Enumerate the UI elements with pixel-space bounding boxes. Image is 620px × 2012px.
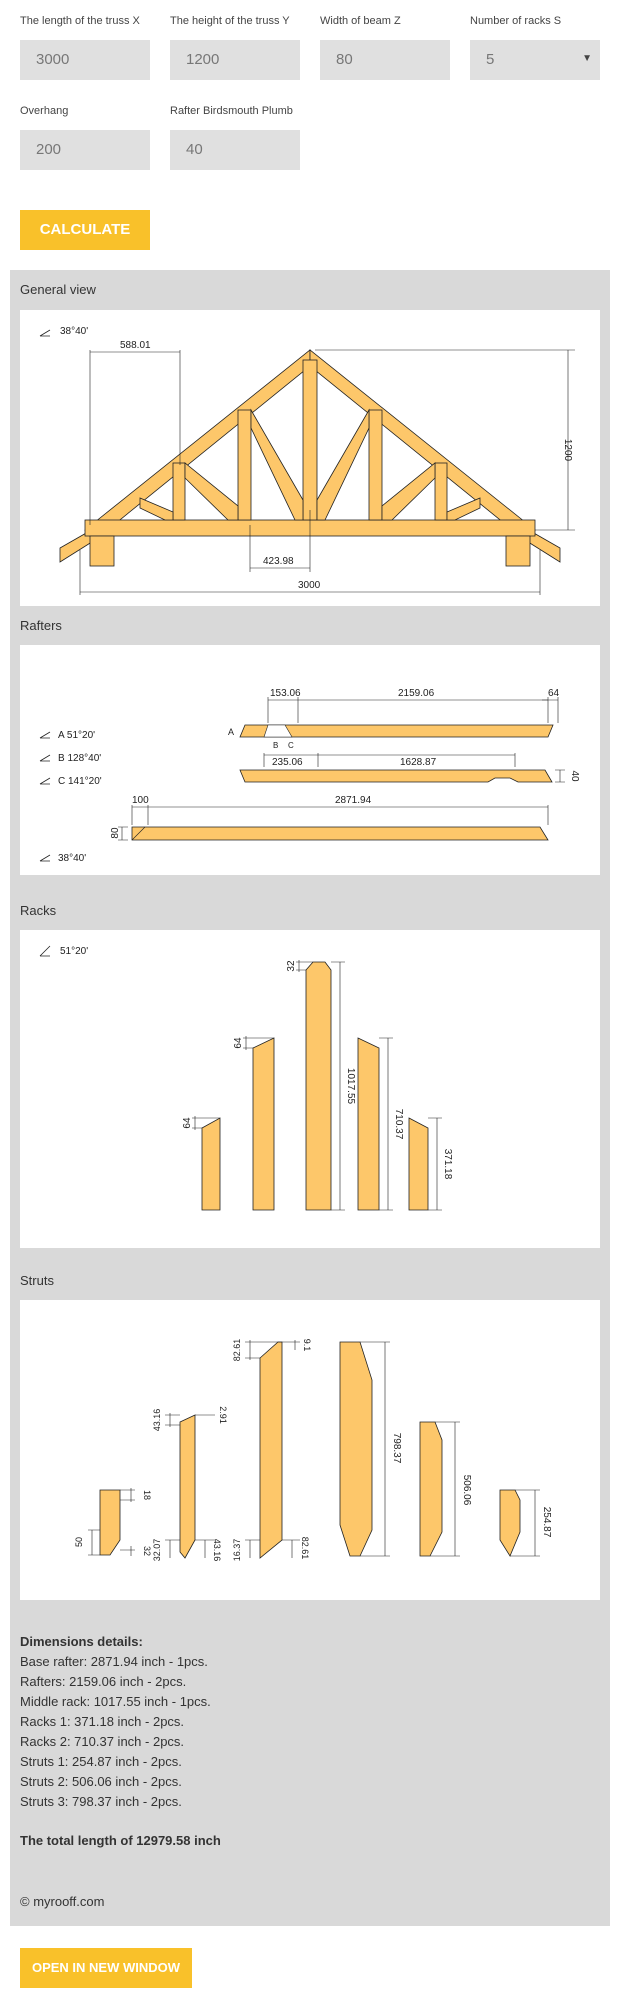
beam-width-input[interactable]: 80 <box>320 40 450 80</box>
general-dim-length: 3000 <box>298 580 321 591</box>
beam-width-label: Width of beam Z <box>320 15 401 27</box>
detail-line: Racks 1: 371.18 inch - 2pcs. <box>20 1714 185 1729</box>
strut-3-a: 82.61 <box>232 1338 242 1362</box>
rafter-label-c: C <box>288 741 294 750</box>
struts-diagram <box>20 1300 600 1600</box>
general-view-diagram <box>20 310 600 606</box>
rafter-dim-1: 153.06 <box>270 688 301 699</box>
racks-diagram <box>20 930 600 1248</box>
general-dim-left: 588.01 <box>120 340 151 351</box>
strut-4-length: 798.37 <box>391 1432 402 1464</box>
rafter-label-a: A <box>228 727 235 737</box>
rafter-label-b: B <box>273 741 279 750</box>
rafter-dim-7: 100 <box>132 795 149 806</box>
racks-title: Racks <box>20 903 57 918</box>
strut-3-c: 16.37 <box>232 1538 242 1562</box>
rack-2-top: 64 <box>233 1037 244 1049</box>
chevron-down-icon: ▼ <box>582 53 592 64</box>
struts-card <box>20 1300 600 1600</box>
strut-1-side: 50 <box>74 1536 84 1548</box>
strut-3-d: 82.61 <box>300 1536 310 1560</box>
general-dim-height: 1200 <box>562 438 573 462</box>
rafter-dim-5: 1628.87 <box>400 757 437 768</box>
rack-3-length: 1017.55 <box>345 1067 356 1105</box>
truss-length-label: The length of the truss X <box>20 15 140 27</box>
general-view-title: General view <box>20 282 96 297</box>
rafter-angle-c: C 141°20' <box>58 776 102 787</box>
general-view-card <box>20 310 600 606</box>
birdsmouth-plumb-input[interactable]: 40 <box>170 130 300 170</box>
birdsmouth-plumb-label: Rafter Birdsmouth Plumb <box>170 105 293 117</box>
strut-3-b: 9.1 <box>302 1338 312 1352</box>
rafter-angle-b: B 128°40' <box>58 753 102 764</box>
strut-6-length: 254.87 <box>541 1506 552 1538</box>
rafter-dim-8: 2871.94 <box>335 795 372 806</box>
general-dim-center: 423.98 <box>263 556 294 567</box>
strut-1-top: 18 <box>142 1489 152 1501</box>
strut-1-bottom: 32 <box>142 1545 152 1557</box>
strut-2-b: 2.91 <box>218 1406 228 1424</box>
rafter-dim-4: 235.06 <box>272 757 303 768</box>
rack-3-top: 32 <box>286 960 297 972</box>
detail-line: Racks 2: 710.37 inch - 2pcs. <box>20 1734 185 1749</box>
rafter-dim-9: 80 <box>110 827 121 839</box>
racks-number-select[interactable] <box>470 40 600 80</box>
detail-line: Struts 1: 254.87 inch - 2pcs. <box>20 1754 182 1769</box>
overhang-input[interactable]: 200 <box>20 130 150 170</box>
rafter-angle-bottom: 38°40' <box>58 853 87 864</box>
racks-number-value: 5 <box>486 51 495 68</box>
strut-2-d: 43.16 <box>212 1538 222 1562</box>
rafters-title: Rafters <box>20 618 62 633</box>
truss-height-input[interactable]: 1200 <box>170 40 300 80</box>
rafter-angle-a: A 51°20' <box>58 730 96 741</box>
rack-4-length: 710.37 <box>393 1108 404 1140</box>
rafter-dim-3: 64 <box>548 688 560 699</box>
detail-line: Base rafter: 2871.94 inch - 1pcs. <box>20 1654 208 1669</box>
struts-title: Struts <box>20 1273 54 1288</box>
strut-2-a: 43.16 <box>152 1408 162 1432</box>
dimensions-details <box>20 1632 211 1812</box>
detail-line: Middle rack: 1017.55 inch - 1pcs. <box>20 1694 211 1709</box>
results-panel <box>10 270 610 1926</box>
detail-line: Struts 3: 798.37 inch - 2pcs. <box>20 1794 182 1809</box>
rack-1-top: 64 <box>182 1117 193 1129</box>
general-angle: 38°40' <box>60 326 89 337</box>
copyright: © myrooff.com <box>20 1894 105 1909</box>
racks-card <box>20 930 600 1248</box>
truss-height-label: The height of the truss Y <box>170 15 290 27</box>
detail-line: Struts 2: 506.06 inch - 2pcs. <box>20 1774 182 1789</box>
racks-number-label: Number of racks S <box>470 15 562 27</box>
truss-length-input[interactable]: 3000 <box>20 40 150 80</box>
rafter-dim-6: 40 <box>569 770 580 782</box>
racks-angle: 51°20' <box>60 946 89 957</box>
detail-line: Rafters: 2159.06 inch - 2pcs. <box>20 1674 187 1689</box>
rafters-diagram <box>20 645 600 875</box>
open-new-window-button[interactable]: OPEN IN NEW WINDOW <box>20 1948 192 1988</box>
rafters-card <box>20 645 600 875</box>
rafter-dim-2: 2159.06 <box>398 688 435 699</box>
strut-5-length: 506.06 <box>461 1474 472 1506</box>
total-length: The total length of 12979.58 inch <box>20 1833 221 1848</box>
strut-2-c: 32.07 <box>152 1538 162 1562</box>
calculate-button[interactable]: CALCULATE <box>20 210 150 250</box>
rack-5-length: 371.18 <box>442 1148 453 1180</box>
overhang-label: Overhang <box>20 105 69 117</box>
dimensions-heading: Dimensions details: <box>20 1634 143 1649</box>
